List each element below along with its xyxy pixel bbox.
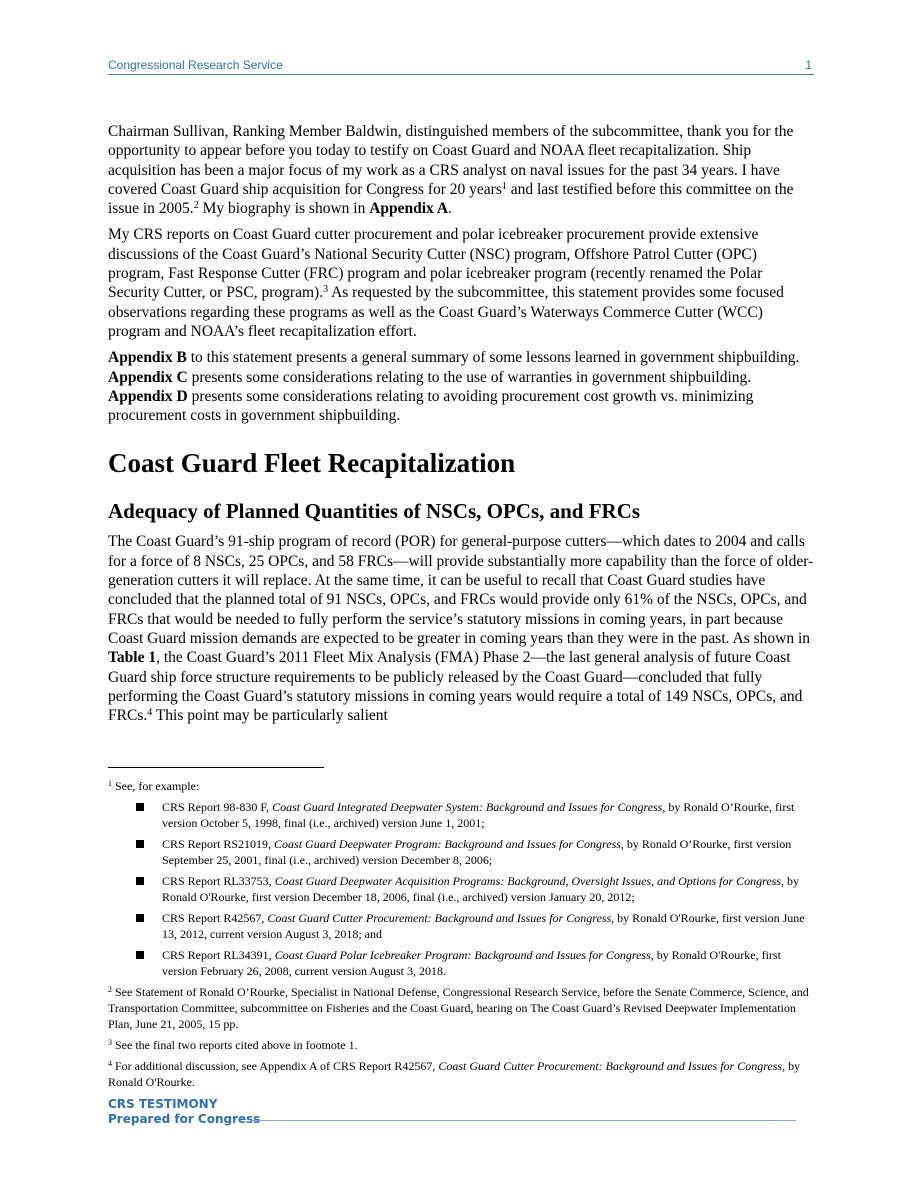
footnote-4 xyxy=(108,1058,814,1090)
footnote-4-end: , by Ronald O'Rourke. xyxy=(108,1059,801,1089)
intro-paragraph-3 xyxy=(108,348,814,425)
footnote-ref-4[interactable]: 4 xyxy=(147,707,153,719)
footnote-1-number: 1 xyxy=(108,779,112,788)
footnote-ref-3[interactable]: 3 xyxy=(323,284,329,296)
intro-p3-text-a: to this statement presents a general summary of some lessons learned in government shipbuilding. xyxy=(186,349,800,367)
intro-paragraph-2 xyxy=(108,225,814,341)
footer-rule xyxy=(250,1120,796,1121)
report-number: CRS Report RS21019, xyxy=(162,837,275,851)
header-organization: Congressional Research Service xyxy=(108,58,283,72)
footnote-ref-2[interactable]: 2 xyxy=(193,200,199,212)
running-header xyxy=(108,58,814,75)
footnote-3-text: See the final two reports cited above in footnote 1. xyxy=(112,1038,358,1052)
intro-paragraph-1 xyxy=(108,122,814,218)
intro-p3-text-c: presents some considerations relating to avoiding procurement cost growth vs. minimizing procurement costs in government shipbuilding. xyxy=(108,387,754,425)
intro-p1-end: . xyxy=(448,200,452,218)
section-p1-text-a: The Coast Guard’s 91-ship program of record (POR) for general-purpose cutters—which dates to 2004 and calls for a force of 8 NSCs, 25 OPCs, and 58 FRCs—will provide substantially more capability than the force of older-generation cutters it will replace. At the same time, it can be useful to recall that Coast Guard studies have concluded that the planned total of 91 NSCs, OPCs, and FRCs would provide only 61% of the NSCs, OPCs, and FRCs that would be needed to fully perform the service’s statutory missions in coming years, in part because Coast Guard mission demands are expected to be greater in coming years than they were in the past. As shown in xyxy=(108,533,814,647)
report-number: CRS Report R42567, xyxy=(162,911,268,925)
bullet-square-icon xyxy=(136,840,144,848)
section-p1-text-c: This point may be particularly salient xyxy=(152,707,388,725)
footer-brand xyxy=(108,1097,260,1127)
list-item xyxy=(108,836,814,868)
footnote-ref-1[interactable]: 1 xyxy=(501,180,507,192)
report-title: Coast Guard Deepwater Acquisition Programs: Background, Oversight Issues, and Options for Congress xyxy=(274,874,782,888)
section-p1-text-b: , the Coast Guard’s 2011 Fleet Mix Analysis (FMA) Phase 2—the last general analysis of future Coast Guard ship force structure requirements to be publicly released by the Coast Guard—concluded that fully performing the Coast Guard’s statutory missions in coming years would require a total of 149 NSCs, OPCs, and FRCs. xyxy=(108,649,803,725)
report-details: , by Ronald O’Rourke, first version October 5, 1998, final (i.e., archived) version June 1, 2001; xyxy=(162,800,795,830)
intro-p1-text-c: My biography is shown in xyxy=(198,200,370,218)
intro-p1-text-b: and last testified before this committee on the issue in 2005. xyxy=(108,180,794,218)
appendix-c-reference: Appendix C xyxy=(108,368,188,386)
footnote-1-text: See, for example: xyxy=(112,779,200,793)
report-number: CRS Report RL34391, xyxy=(162,948,275,962)
report-title: Coast Guard Integrated Deepwater System: Background and Issues for Congress xyxy=(272,800,663,814)
report-title: Coast Guard Polar Icebreaker Program: Background and Issues for Congress xyxy=(274,948,651,962)
report-details: , by Ronald O'Rourke, first version December 18, 2006, final (i.e., archived) version January 20, 2012; xyxy=(162,874,800,904)
footer-subtitle: Prepared for Congress xyxy=(108,1112,261,1126)
footnote-4-title: Coast Guard Cutter Procurement: Background and Issues for Congress xyxy=(438,1059,783,1073)
report-title: Coast Guard Cutter Procurement: Background and Issues for Congress xyxy=(267,911,612,925)
page-number: 1 xyxy=(805,58,812,72)
bullet-square-icon xyxy=(136,877,144,885)
bullet-square-icon xyxy=(136,803,144,811)
footnote-1-list xyxy=(108,799,814,979)
list-item xyxy=(108,947,814,979)
intro-p1-text: Chairman Sullivan, Ranking Member Baldwin, distinguished members of the subcommittee, thank you for the opportunity to appear before you today to testify on Coast Guard and NOAA fleet recapitalization. Ship acquisition has been a major focus of my work as a CRS analyst on naval issues for the past 34 years. I have covered Coast Guard ship acquisition for Congress for 20 years xyxy=(108,123,794,198)
footnote-3-number: 3 xyxy=(108,1038,112,1047)
bullet-square-icon xyxy=(136,951,144,959)
footnote-1 xyxy=(108,778,814,794)
list-item xyxy=(108,873,814,905)
footnote-2-number: 2 xyxy=(108,985,112,994)
report-details: , by Ronald O’Rourke, first version September 25, 2001, final (i.e., archived) version December 8, 2006; xyxy=(162,837,792,867)
footer-title: CRS TESTIMONY xyxy=(108,1097,218,1111)
appendix-d-reference: Appendix D xyxy=(108,387,188,405)
footnote-4-number: 4 xyxy=(108,1059,112,1068)
bullet-square-icon xyxy=(136,914,144,922)
report-details: , by Ronald O'Rourke, first version February 26, 2008, current version August 3, 2018. xyxy=(162,948,781,978)
footnote-3 xyxy=(108,1037,814,1053)
intro-p2-text-b: As requested by the subcommittee, this statement provides some focused observations regarding these programs as well as the Coast Guard’s Waterways Commerce Cutter (WCC) program and NOAA’s fleet recapitalization effort. xyxy=(108,284,784,340)
footnote-2 xyxy=(108,984,814,1032)
list-item xyxy=(108,910,814,942)
report-title: Coast Guard Deepwater Program: Background and Issues for Congress xyxy=(274,837,621,851)
table-1-reference: Table 1 xyxy=(108,649,157,667)
section-heading: Coast Guard Fleet Recapitalization xyxy=(108,448,516,479)
body-text xyxy=(108,122,814,732)
appendix-b-reference: Appendix B xyxy=(108,349,187,367)
footnotes xyxy=(108,778,814,1095)
intro-p2-text: My CRS reports on Coast Guard cutter procurement and polar icebreaker procurement provide extensive discussions of the Coast Guard’s National Security Cutter (NSC) program, Offshore Patrol Cutter (OPC) program, Fast Response Cutter (FRC) program and polar icebreaker program (recently renamed the Polar Security Cutter, or PSC, program). xyxy=(108,226,763,302)
footnote-4-text: For additional discussion, see Appendix A of CRS Report R42567, xyxy=(112,1059,439,1073)
footnote-2-text: See Statement of Ronald O’Rourke, Specialist in National Defense, Congressional Research Service, before the Senate Commerce, Science, and Transportation Committee, subcommittee on Fisheries and the Coast Guard, hearing on The Coast Guard’s Revised Deepwater Implementation Plan, June 21, 2005, 15 pp. xyxy=(108,985,809,1031)
footnote-divider xyxy=(108,767,324,768)
subsection-heading: Adequacy of Planned Quantities of NSCs, OPCs, and FRCs xyxy=(108,499,641,524)
report-number: CRS Report RL33753, xyxy=(162,874,275,888)
list-item xyxy=(108,799,814,831)
report-number: CRS Report 98-830 F, xyxy=(162,800,273,814)
intro-p3-text-b: presents some considerations relating to the use of warranties in government shipbuilding. xyxy=(187,368,752,386)
report-details: , by Ronald O'Rourke, first version June 13, 2012, current version August 3, 2018; and xyxy=(162,911,805,941)
section-paragraph-1 xyxy=(108,532,814,725)
appendix-a-reference: Appendix A xyxy=(369,200,449,218)
